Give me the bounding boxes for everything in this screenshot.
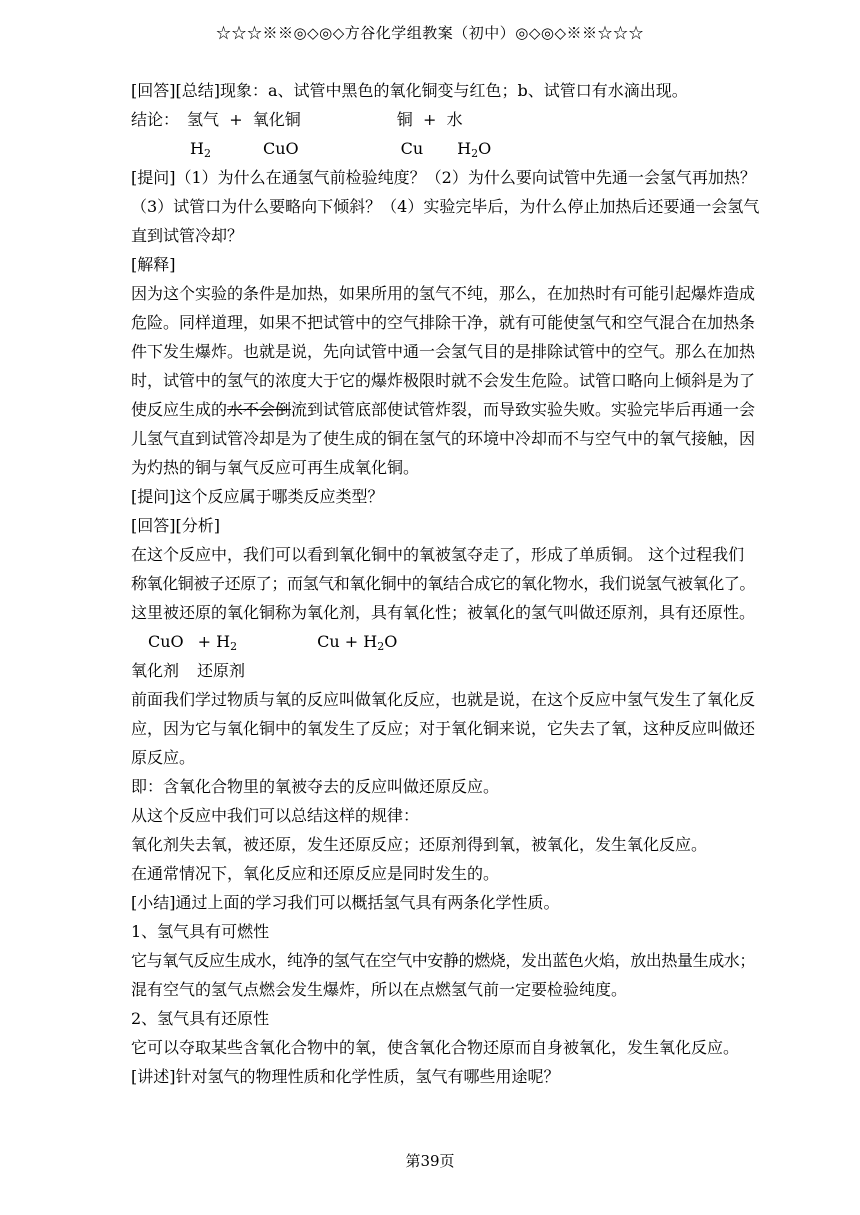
rule-intro: 从这个反应中我们可以总结这样的规律： [131, 806, 420, 825]
property-2-text: 它可以夺取某些含氧化合物中的氧，使含氧化合物还原而自身被氧化，发生氧化反应。 [131, 1038, 740, 1057]
oxidant-label: 氧化剂 [131, 661, 180, 680]
explain-line-3: 件下发生爆炸。也就是说，先向试管中通一会氢气目的是排除试管中的空气。那么在加热 [131, 342, 756, 361]
explain-line-1: 因为这个实验的条件是加热，如果所用的氢气不纯，那么，在加热时有可能引起爆炸造成 [131, 284, 756, 303]
question-1-line-2: （3）试管口为什么要略向下倾斜？（4）实验完毕后，为什么停止加热后还要通一会氢气 [131, 197, 760, 216]
question-2: [提问]这个反应属于哪类反应类型？ [131, 487, 384, 506]
rule: 氧化剂失去氧，被还原，发生还原反应；还原剂得到氧，被氧化，发生氧化反应。 [131, 835, 708, 854]
lecture: [讲述]针对氢气的物理性质和化学性质，氢气有哪些用途呢？ [131, 1067, 560, 1086]
document-body [131, 76, 811, 1091]
analysis-line-1: 在这个反应中，我们可以看到氧化铜中的氧被氢夺走了，形成了单质铜。 这个过程我们 [131, 545, 745, 564]
formula-h2: H2 [190, 139, 211, 160]
summary: [小结]通过上面的学习我们可以概括氢气具有两条化学性质。 [131, 893, 560, 912]
redox-line-1: 前面我们学过物质与氧的反应叫做氧化反应，也就是说，在这个反应中氢气发生了氧化反 [131, 690, 756, 709]
question-1-line-1: [提问]（1）为什么在通氢气前检验纯度？（2）为什么要向试管中先通一会氢气再加热？ [131, 168, 756, 187]
answer-summary: [回答][总结]现象：a、试管中黑色的氧化铜变与红色；b、试管口有水滴出现。 [131, 81, 688, 100]
property-1-title: 1、氢气具有可燃性 [131, 922, 270, 941]
explain-line-4: 时，试管中的氢气的浓度大于它的爆炸极限时就不会发生危险。试管口略向上倾斜是为了 [131, 371, 756, 390]
formula-cuo: CuO [262, 139, 299, 158]
redox-line-2: 应，因为它与氧化铜中的氧发生了反应；对于氧化铜来说，它失去了氧，这种反应叫做还 [131, 719, 756, 738]
formula-h2o: H2O [457, 139, 492, 160]
question-1-line-3: 直到试管冷却？ [131, 226, 244, 245]
word-equation: 结论： 氢气 + 氧化铜 铜 + 水 [131, 110, 463, 129]
formula-cu: Cu [400, 139, 424, 158]
page-number: 第39页 [405, 1152, 455, 1170]
property-1-line-1: 它与氧气反应生成水，纯净的氢气在空气中安静的燃烧，发出蓝色火焰，放出热量生成水； [131, 951, 756, 970]
reductant-label: 还原剂 [197, 661, 246, 680]
explain-tag: [解释] [131, 255, 176, 274]
answer-tag: [回答][分析] [131, 516, 220, 535]
struck-text: 水不会倒 [227, 400, 292, 419]
explain-line-7: 为灼热的铜与氧气反应可再生成氧化铜。 [131, 458, 420, 477]
analysis-line-2: 称氧化铜被子还原了；而氢气和氧化铜中的氧结合成它的氧化物水，我们说氢气被氧化了。 [131, 574, 756, 593]
explain-line-6: 儿氢气直到试管冷却是为了使生成的铜在氢气的环境中冷却而不与空气中的氧气接触，因 [131, 429, 756, 448]
formula-equation-2: CuO + H2 Cu + H2O [148, 632, 398, 653]
formula-equation [131, 134, 811, 163]
explain-line-5: 使反应生成的水不会倒流到试管底部使试管炸裂，而导致实验失败。实验完毕后再通一会 [131, 400, 756, 419]
simultaneous-note: 在通常情况下，氧化反应和还原反应是同时发生的。 [131, 864, 500, 883]
agent-labels [131, 656, 811, 685]
explain-line-2: 危险。同样道理，如果不把试管中的空气排除干净，就有可能使氢气和空气混合在加热条 [131, 313, 756, 332]
page-header: ☆☆☆※※◎◇◎◇方谷化学组教案（初中）◎◇◎◇※※☆☆☆ [216, 24, 644, 42]
analysis-line-3: 这里被还原的氧化铜称为氧化剂，具有氧化性；被氧化的氢气叫做还原剂，具有还原性。 [131, 603, 756, 622]
definition: 即：含氧化合物里的氧被夺去的反应叫做还原反应。 [131, 777, 500, 796]
property-1-line-2: 混有空气的氢气点燃会发生爆炸，所以在点燃氢气前一定要检验纯度。 [131, 980, 628, 999]
property-2-title: 2、氢气具有还原性 [131, 1009, 270, 1028]
redox-line-3: 原反应。 [131, 748, 196, 767]
